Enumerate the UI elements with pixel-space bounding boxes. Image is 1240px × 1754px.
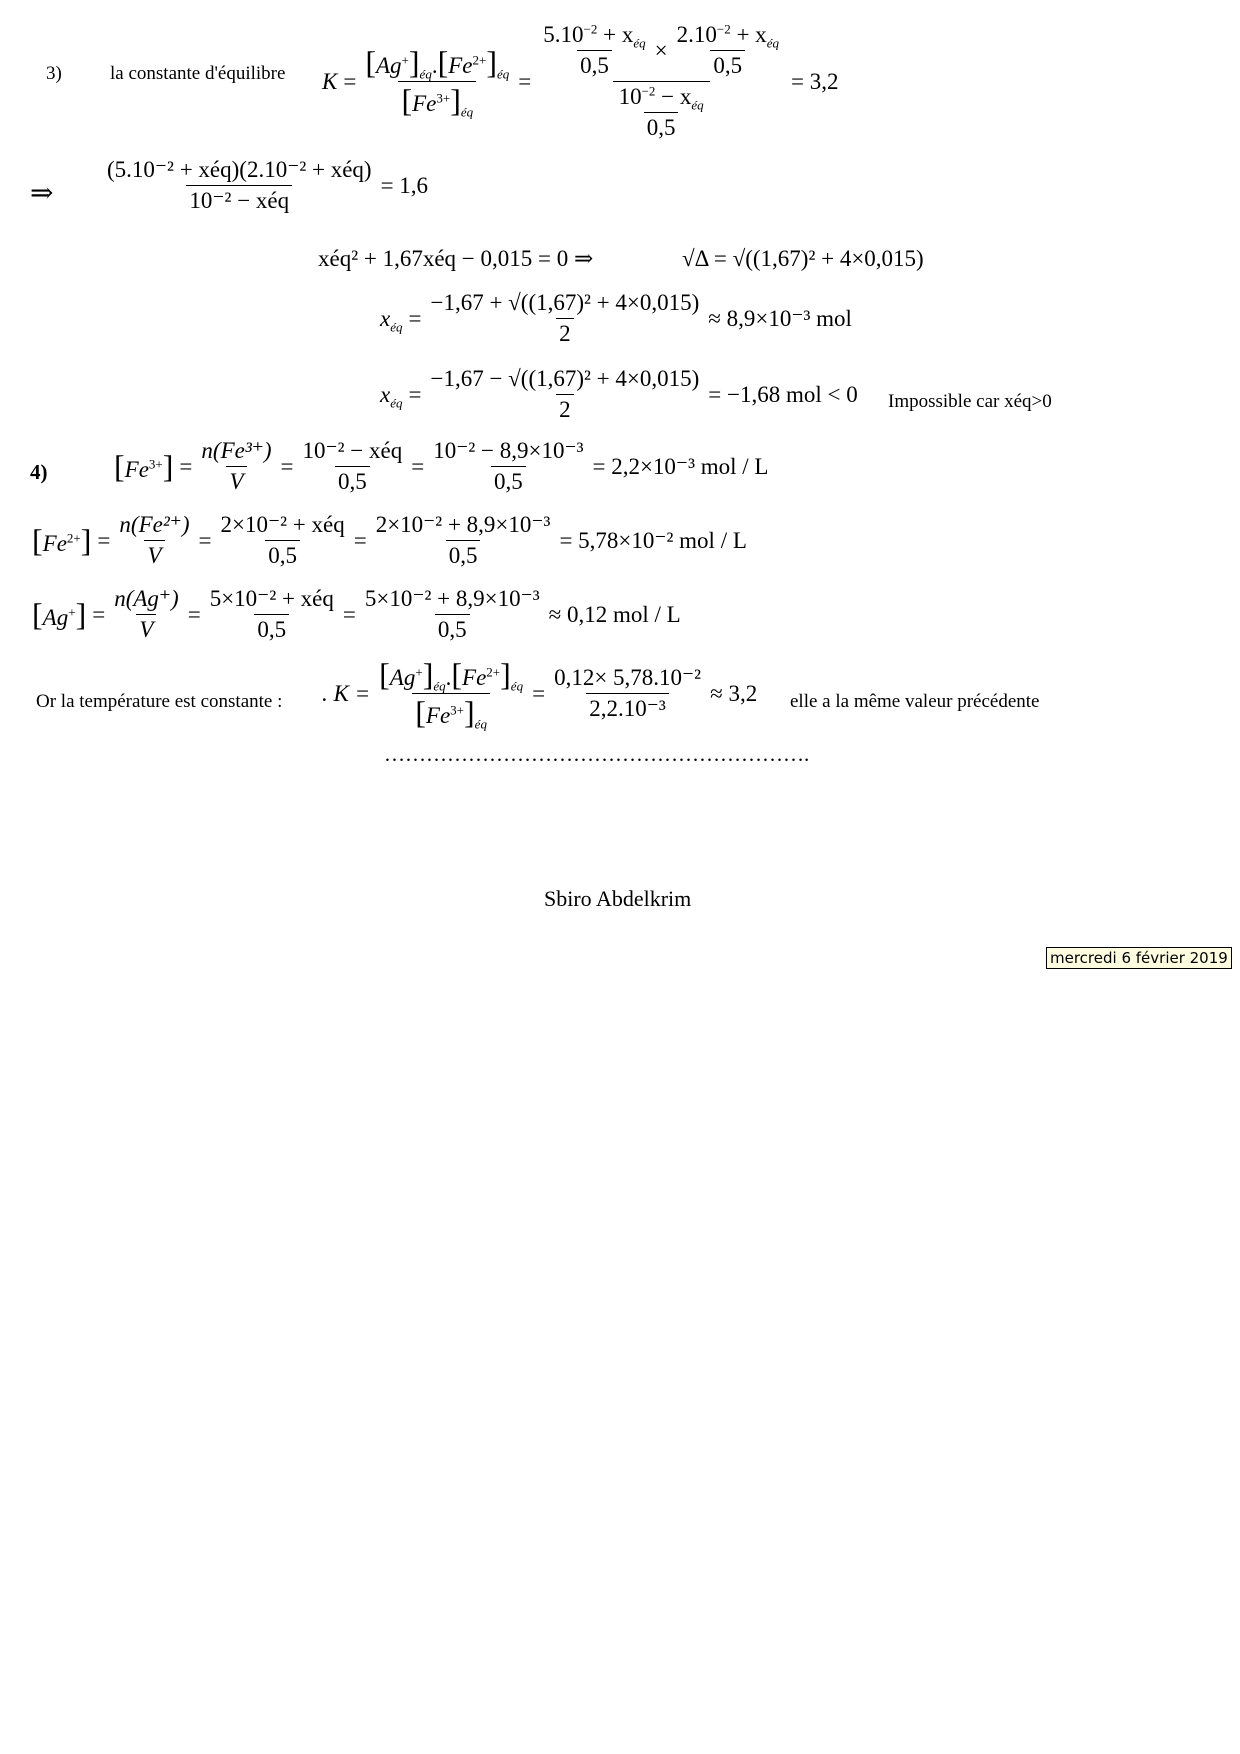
half-1: 0,5: [577, 50, 612, 79]
root2-denominator: 2: [556, 394, 574, 423]
impossible-note: Impossible car xéq>0: [888, 391, 1052, 412]
exp-1: −2: [583, 21, 598, 37]
simplified-denominator: 10⁻² − xéq: [186, 185, 292, 214]
simplified-result: = 1,6: [380, 172, 429, 198]
root1-denominator: 2: [556, 318, 574, 347]
ag-frac1-num: 5×10⁻² + xéq: [209, 586, 334, 611]
conclusion-note: elle a la même valeur précédente: [790, 691, 1040, 712]
eq-sub-1: éq: [633, 35, 646, 51]
fe2-initial: 2.10: [676, 22, 717, 47]
step3-label: 3): [46, 63, 62, 84]
ag-moles: n(Ag⁺): [114, 586, 179, 611]
fe3-result: = 2,2×10⁻³ mol / L: [592, 453, 769, 479]
root2-numerator: −1,67 − √((1,67)² + 4×0,015): [430, 366, 700, 391]
root1-result: ≈ 8,9×10⁻³ mol: [708, 305, 852, 331]
ag-frac2-den: 0,5: [435, 614, 470, 643]
ag-result: ≈ 0,12 mol / L: [548, 601, 681, 627]
ag-frac1-den: 0,5: [254, 614, 289, 643]
conclusion-value-num: 0,12× 5,78.10⁻²: [554, 665, 702, 690]
fe3-frac1-num: 10⁻² − xéq: [302, 438, 403, 463]
simplified-equation: [104, 157, 428, 214]
fe3-concentration: $[Fe^{3+}]$ = $\frac{\text{n(Fe³⁺)}}{V}$ = $\frac{\text{10⁻² − xéq}}{0,5}$ = $\frac{\text{10⁻² − 8,9×10⁻³}}{0,5}$ = 2,2×10⁻³ mol / L: [114, 438, 769, 494]
separator-dots: …………………………………………………….: [384, 742, 810, 766]
date-badge: mercredi 6 février 2019: [1046, 947, 1232, 969]
exp-2: −2: [716, 21, 731, 37]
ag-initial: 5.10: [543, 22, 584, 47]
implies-arrow: ⇒: [30, 178, 54, 209]
K-value: = 3,2: [790, 68, 839, 94]
conclusion-result: ≈ 3,2: [710, 680, 758, 706]
delta-root: √Δ = √((1,67)² + 4×0,015): [682, 246, 924, 271]
conclusion-K: . K =: [322, 680, 371, 706]
volume-2: V: [144, 540, 164, 569]
eq-sub-3: éq: [691, 97, 704, 113]
volume-3: V: [136, 614, 156, 643]
simplified-numerator: (5.10⁻² + xéq)(2.10⁻² + xéq): [107, 157, 372, 182]
fe3-frac1-den: 0,5: [335, 466, 370, 495]
fe3-frac2-den: 0,5: [491, 466, 526, 495]
equilibrium-constant-formula: K = $\frac{[Ag^+]_{éq}.[Fe^{2+}]_{éq}}{[Fe^{3+}]_{éq}}$ = $\frac{5.10^{-2} + x_{éq}}{0,5}$ × $\frac{2.10^{-2} + x_{éq}}{0,5}$ $\frac{10^{-2} - x_{éq}}{0,5}$ = 3,2: [322, 21, 839, 140]
root2-result: = −1,68 mol < 0: [708, 381, 858, 407]
root-negative: $x_{éq}$ = $\frac{\text{−1,67 − √((1,67)² + 4×0,015)}}{2}$ = −1,68 mol < 0: [380, 366, 858, 422]
minus-x-1: − x: [661, 84, 692, 109]
fe3-frac2-num: 10⁻² − 8,9×10⁻³: [433, 438, 584, 463]
plus-x-1: + x: [603, 22, 634, 47]
plus-x-2: + x: [736, 22, 767, 47]
fe3-moles: n(Fe³⁺): [201, 438, 272, 463]
fe2-frac2-den: 0,5: [446, 540, 481, 569]
quadratic-equation: xéq² + 1,67xéq − 0,015 = 0 ⇒: [318, 246, 594, 271]
fe3-initial: 10: [618, 84, 642, 109]
conclusion-text: Or la température est constante :: [36, 691, 283, 712]
step3-text: la constante d'équilibre: [110, 63, 286, 84]
K-symbol: K: [322, 68, 338, 94]
ag-frac2-num: 5×10⁻² + 8,9×10⁻³: [364, 586, 540, 611]
conclusion-value-den: 2,2.10⁻³: [586, 693, 669, 722]
author-name: Sbiro Abdelkrim: [544, 886, 692, 911]
root-positive: $x_{éq}$ = $\frac{\text{−1,67 + √((1,67)² + 4×0,015)}}{2}$ ≈ 8,9×10⁻³ mol: [380, 290, 852, 346]
eq-sub-2: éq: [766, 35, 779, 51]
fe2-concentration: $[Fe^{2+}]$ = $\frac{\text{n(Fe²⁺)}}{V}$ = $\frac{\text{2×10⁻² + xéq}}{0,5}$ = $\frac{\text{2×10⁻² + 8,9×10⁻³}}{0,5}$ = 5,78×10⁻² mol / L: [32, 512, 747, 568]
conclusion-formula: . K = $\frac{[Ag^+]_{éq}.[Fe^{2+}]_{éq}}{[Fe^{3+}]_{éq}}$ = $\frac{\text{0,12× 5,78.10⁻²}}{\text{2,2.10⁻³}}$ ≈ 3,2: [322, 656, 758, 732]
fe2-frac2-num: 2×10⁻² + 8,9×10⁻³: [375, 512, 551, 537]
half-3: 0,5: [644, 112, 679, 141]
exp-3: −2: [641, 83, 656, 99]
volume-1: V: [226, 466, 246, 495]
fe2-result: = 5,78×10⁻² mol / L: [559, 527, 747, 553]
fe2-frac1-num: 2×10⁻² + xéq: [220, 512, 345, 537]
step4-label: 4): [30, 460, 48, 484]
half-2: 0,5: [710, 50, 745, 79]
ag-concentration: [Ag+] = $\frac{n(Ag^+)}{V}$ = $\frac{\text{5×10⁻² + xéq}}{0,5}$ = $\frac{\text{5×10⁻² + 8,9×10⁻³}}{0,5}$ ≈ 0,12 mol / L: [32, 586, 681, 642]
root1-numerator: −1,67 + √((1,67)² + 4×0,015): [430, 290, 700, 315]
fe2-frac1-den: 0,5: [265, 540, 300, 569]
fe2-moles: n(Fe²⁺): [119, 512, 190, 537]
